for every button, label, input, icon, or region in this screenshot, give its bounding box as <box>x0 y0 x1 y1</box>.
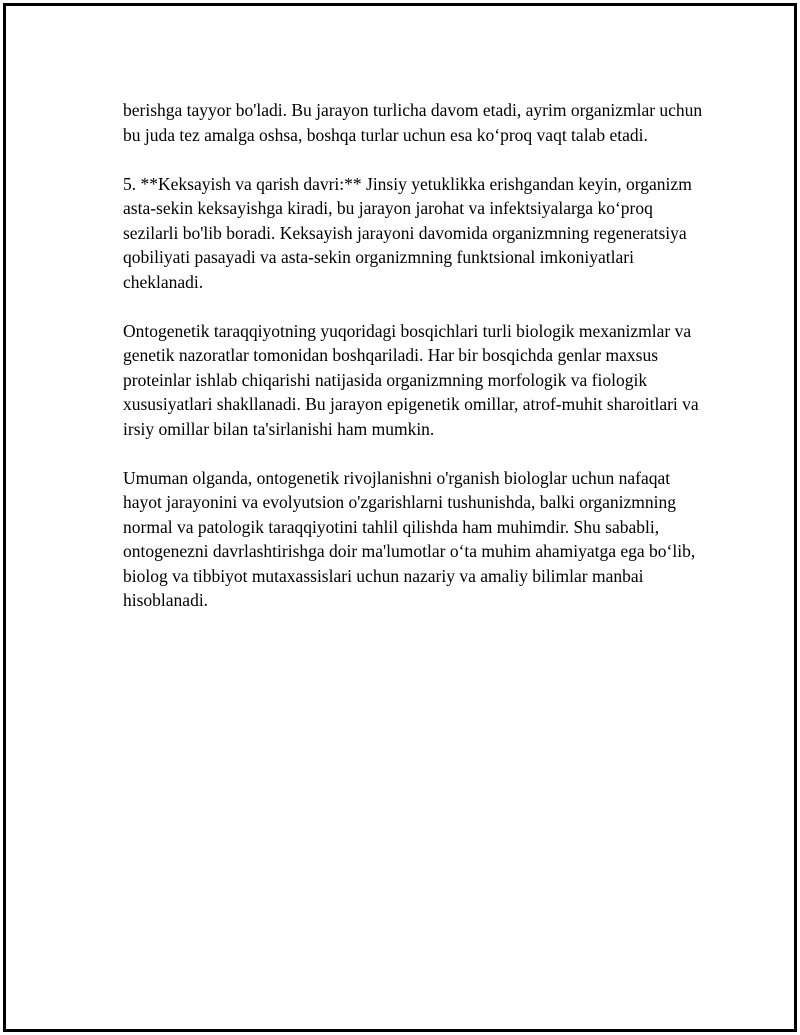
page-border <box>3 3 797 1032</box>
document-body <box>123 98 703 637</box>
paragraph-conclusion: Umuman olganda, ontogenetik rivojlanishni o'rganish biologlar uchun nafaqat hayot jarayonini va evolyutsion o'zgarishlarni tushunishda, balki organizmning normal va patologik taraqqiyotini tahlil qilishda ham muhimdir. Shu sababli, ontogenezni davrlashtirishga doir ma'lumotlar o‘ta muhim ahamiyatga ega bo‘lib, biolog va tibbiyot mutaxassislari uchun nazariy va amaliy bilimlar manbai hisoblanadi. <box>123 467 696 610</box>
paragraph-aging-stage: 5. **Keksayish va qarish davri:** Jinsiy yetuklikka erishgandan keyin, organizm asta-sekin keksayishga kiradi, bu jarayon jarohat va infektsiyalarga ko‘proq sezilarli bo'lib boradi. Keksayish jarayoni davomida organizmning regeneratsiya qobiliyati pasayadi va asta-sekin organizmning funktsional imkoniyatlari cheklanadi. <box>123 173 692 292</box>
paragraph-continuation: berishga tayyor bo'ladi. Bu jarayon turlicha davom etadi, ayrim organizmlar uchun bu juda tez amalga oshsa, boshqa turlar uchun esa ko‘proq vaqt talab etadi. <box>123 100 703 145</box>
paragraph-ontogenetic-control: Ontogenetik taraqqiyotning yuqoridagi bosqichlari turli biologik mexanizmlar va genetik nazoratlar tomonidan boshqariladi. Har bir bosqichda genlar maxsus proteinlar ishlab chiqarishi natijasida organizmning morfologik va fiologik xususiyatlari shakllanadi. Bu jarayon epigenetik omillar, atrof-muhit sharoitlari va irsiy omillar bilan ta'sirlanishi ham mumkin. <box>123 320 699 439</box>
